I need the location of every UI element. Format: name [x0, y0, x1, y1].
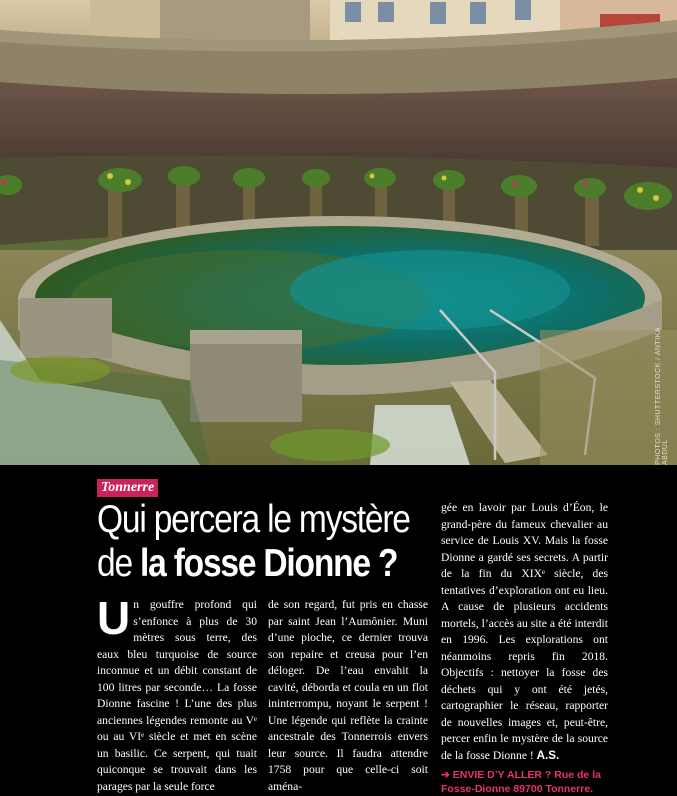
headline	[97, 498, 410, 586]
practical-info	[441, 768, 608, 796]
column-2-text: de son regard, fut pris en chasse par saint Jean l’Aumônier. Muni d’une pioche, ce dernier trouva son repaire et creusa pour l’en déloger. De l’eau envahit la cavité, déborda et coula en un flot ininterrompu, noyant le serpent ! Une légende qui reflète la crainte ancestrale des Tonnerrois envers leur source. Il faudra attendre 1758 pour que celle-ci soit aména-	[268, 598, 428, 793]
headline-line2-bold: la fosse Dionne ?	[140, 542, 398, 585]
arrow-icon: ➔	[441, 769, 450, 781]
practical-lead: ENVIE D’Y ALLER ?	[452, 769, 552, 781]
kicker-label: Tonnerre	[97, 479, 158, 497]
article-column-1	[97, 592, 257, 795]
column-3-text: gée en lavoir par Louis d’Éon, le grand-père du fameux chevalier au service de Louis XV. Mais la fosse Dionne a gardé ses secrets. A partir de la fin du XIXᵉ siècle, des tentatives d’exploration ont eu lieu. A cause de plusieurs accidents mortels, l’accès au site a été interdit en 1996. Les explorations ont néanmoins repris fin 2018. Objectifs : nettoyer la fosse des déchets qui y ont été jetés, cartographier le réseau, rapporter de nouvelles images et, peut-être, percer enfin le mystère de la source de la fosse Dionne !	[441, 501, 608, 762]
headline-line1: Qui percera le mystère	[97, 498, 410, 541]
article-column-2	[268, 597, 428, 795]
column-3-paragraph	[441, 500, 608, 764]
author-signature: A.S.	[536, 748, 560, 762]
practical-address: Rue de la Fosse-Dionne 89700 Tonnerre.	[441, 769, 601, 795]
column-1-text: n gouffre profond qui s’enfonce à plus de 30 mètres sous terre, des eaux bleu turquoise de source inconnue et un débit constant de 100 litres par seconde… La fosse Dionne fascine ! L’une des plus anciennes légendes remonte au Vᵉ ou au VIᵉ siècle et met en scène un basilic. Ce serpent, qui tuait quiconque se trouvait dans les parages par la seule force	[97, 598, 257, 793]
article-column-3	[441, 500, 608, 796]
drop-cap: U	[97, 592, 131, 644]
photo-credit: PHOTOS : SHUTTERSTOCK / ANTIKA ABDUL	[655, 327, 669, 465]
headline-line2-plain: de	[97, 542, 141, 585]
